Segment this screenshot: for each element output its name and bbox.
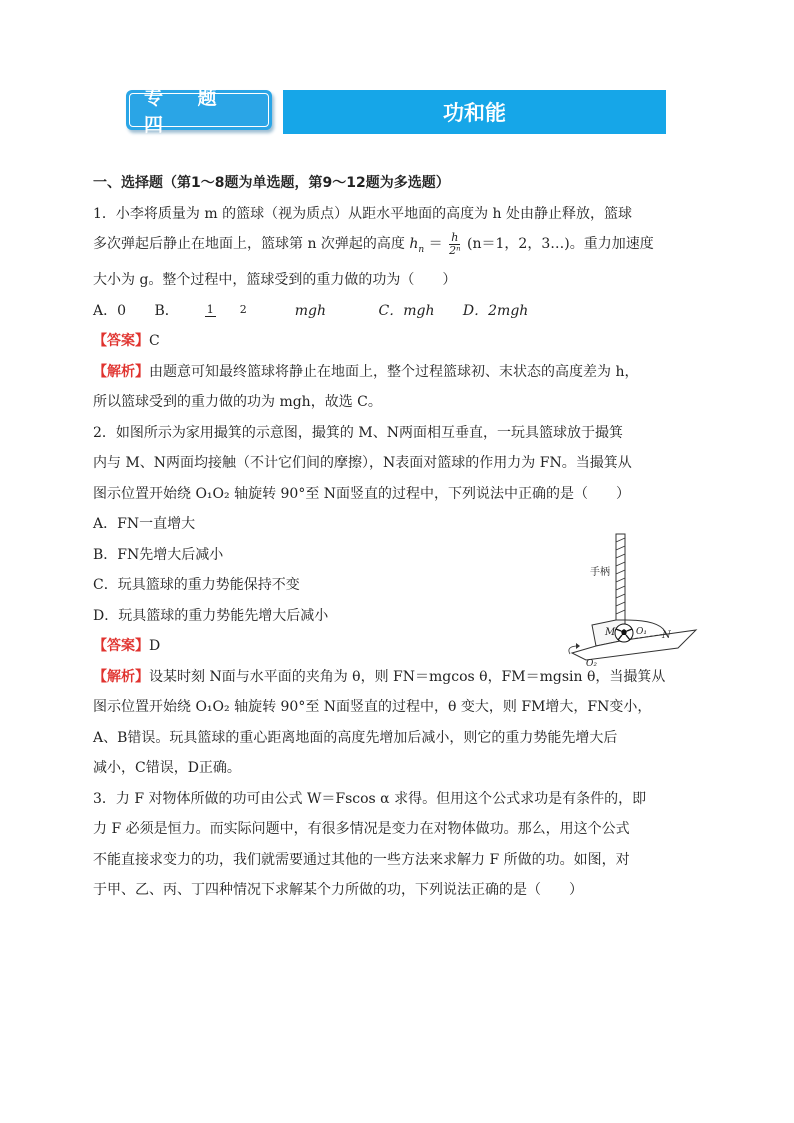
- face-N: [572, 630, 696, 660]
- q2-options: [93, 509, 563, 631]
- q2-line3: 图示位置开始绕 O₁O₂ 轴旋转 90°至 N面竖直的过程中，下列说法中正确的是（ ）: [93, 485, 631, 502]
- q1-answer-tag: 【答案】: [93, 333, 149, 350]
- q1-analysis-2: 所以篮球受到的重力做的功为 mgh，故选 C。: [93, 394, 382, 411]
- q3-line1: 3．力 F 对物体所做的功可由公式 W＝Fscos α 求得。但用这个公式求功是有条件的，即: [93, 790, 647, 807]
- q1-answer-value: C: [149, 333, 160, 350]
- q1-frac-num: h: [451, 230, 459, 244]
- q1-option-b-den: 2: [239, 303, 247, 317]
- q1-option-b-label: B．: [154, 302, 179, 319]
- q1-option-b-suffix: mgh: [294, 302, 327, 319]
- label-M: M: [605, 627, 616, 638]
- q2-analysis-text-1: 设某时刻 N面与水平面的夹角为 θ，则 FN＝mgcos θ，FM＝mgsin θ，当撮箕从: [149, 668, 666, 685]
- q1-line1: 1．小李将质量为 m 的篮球（视为质点）从距水平地面的高度为 h 处由静止释放，篮球: [93, 205, 632, 222]
- q2-option-d: D．玩具篮球的重力势能先增大后减小: [93, 607, 329, 624]
- topic-tag: [126, 87, 272, 136]
- q1-line3: 大小为 g。整个过程中，篮球受到的重力做的功为（ ）: [93, 272, 457, 289]
- handle-label: 手柄: [590, 567, 610, 578]
- q1-line2: 多次弹起后静止在地面上，篮球第 n 次弹起的高度 $h_n$ ＝ $\frac{h}{\text{2ⁿ}}$ (n＝1，2，3…)。重力加速度: [93, 229, 707, 265]
- label-N: N: [662, 630, 671, 641]
- q2-line2: 内与 M、N两面均接触（不计它们间的摩擦），N表面对篮球的作用力为 FN。当撮箕从: [93, 455, 632, 472]
- q3-line3: 不能直接求变力的功，我们就需要通过其他的一些方法来求解力 F 所做的功。如图，对: [93, 851, 630, 868]
- q1-line2-pre: 多次弹起后静止在地面上，篮球第 n 次弹起的高度: [93, 236, 405, 252]
- q3-line4: 于甲、乙、丙、丁四种情况下求解某个力所做的功，下列说法正确的是（ ）: [93, 882, 583, 899]
- label-O1: O₁: [636, 627, 647, 637]
- q2-answer-value: D: [149, 638, 161, 655]
- handle-hatching: [616, 538, 625, 614]
- q1-options: [93, 296, 707, 327]
- q1-option-b: [154, 296, 350, 327]
- q1-line2-post: (n＝1，2，3…)。重力加速度: [467, 236, 654, 252]
- section-heading: 一、选择题（第1～8题为单选题，第9～12题为多选题）: [93, 175, 450, 191]
- q1-option-b-frac: [205, 304, 271, 317]
- q2-option-c: C．玩具篮球的重力势能保持不变: [93, 577, 300, 594]
- q1-analysis-1: [93, 357, 707, 388]
- dustpan-figure: [566, 530, 706, 670]
- q1-analysis-tag: 【解析】: [93, 363, 149, 380]
- q2-analysis-tag: 【解析】: [93, 668, 149, 685]
- q1-analysis-text-1: 由题意可知最终篮球将静止在地面上，整个过程篮球初、末状态的高度差为 h，: [149, 363, 639, 380]
- q1-frac-den: 2ⁿ: [449, 243, 461, 257]
- q1-option-c: C．mgh: [378, 302, 435, 319]
- q1-hn-sub: n: [418, 244, 425, 255]
- q1-option-b-num: 1: [206, 303, 214, 317]
- q2-option-b: B．FN先增大后减小: [93, 546, 224, 563]
- q1-hn: [409, 229, 424, 265]
- label-O2: O₂: [586, 659, 597, 669]
- q1-option-a: A．0: [93, 302, 127, 319]
- q1-hn-symbol: h: [409, 236, 419, 252]
- q2-analysis-4: 减小，C错误，D正确。: [93, 760, 241, 777]
- q1-option-d: D．2mgh: [462, 302, 529, 319]
- q2-line1: 2．如图所示为家用撮箕的示意图，撮箕的 M、N两面相互垂直，一玩具篮球放于撮箕: [93, 424, 623, 441]
- rotation-arrowhead: [576, 643, 580, 649]
- q1-answer: [93, 326, 707, 357]
- topic-title: 功和能: [283, 90, 666, 134]
- q2-answer-tag: 【答案】: [93, 638, 149, 655]
- q2-analysis-2: 图示位置开始绕 O₁O₂ 轴旋转 90°至 N面竖直的过程中，θ 变大，则 FM增大，FN变小，: [93, 699, 652, 716]
- topic-tag-label: 专 题 四: [129, 93, 269, 127]
- q2-analysis-3: A、B错误。玩具篮球的重心距离地面的高度先增加后减小，则它的重力势能先增大后: [93, 729, 618, 746]
- q2-option-a: A．FN一直增大: [93, 516, 196, 533]
- q3-line2: 力 F 必须是恒力。而实际问题中，有很多情况是变力在对物体做功。那么，用这个公式: [93, 821, 630, 838]
- q1-fraction: [449, 232, 460, 257]
